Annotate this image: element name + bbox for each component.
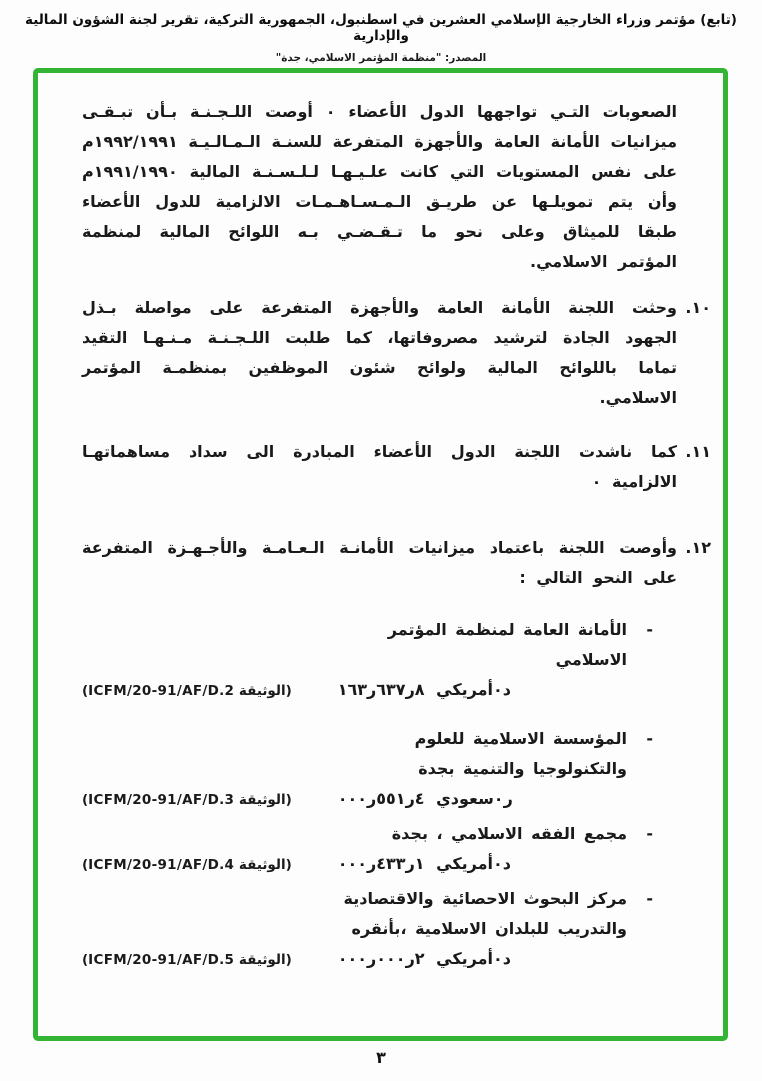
budget-item-amount-group — [338, 784, 513, 814]
budget-item-name-line1: مركز البحوث الاحصائية والاقتصادية — [343, 889, 627, 908]
budget-item-amount: ١ر٤٣٣ر٠٠٠ — [337, 854, 425, 873]
budget-item — [82, 615, 711, 706]
dash-bullet: - — [646, 729, 653, 748]
budget-item-name-line1: المؤسسة الاسلامية للعلوم — [414, 729, 627, 748]
paragraph-item-10 — [82, 293, 711, 413]
item-marker: ١٢. — [685, 538, 711, 557]
budget-item-name-row — [82, 884, 653, 944]
budget-item-docref: (الوثيقة ICFM/20-91/AF/D.4) — [82, 857, 292, 873]
item-marker: ١٠. — [685, 298, 711, 317]
budget-item-docline — [82, 784, 711, 815]
budget-item-currency: ر٠سعودي — [436, 789, 513, 808]
budget-item-currency: د٠أمريكي — [436, 680, 511, 699]
paragraph-text: وأوصت اللجنة باعتماد ميزانيات الأمانـة الـعـامـة والأجـهـزة المتفرعة على النحو التالي : — [82, 538, 677, 587]
paragraph-continuation — [82, 97, 711, 277]
budget-item-docref: (الوثيقة ICFM/20-91/AF/D.5) — [82, 952, 292, 968]
budget-item-name-line2: الاسلامي — [555, 650, 627, 669]
item-marker — [677, 97, 711, 277]
paragraph-item-12 — [82, 533, 711, 593]
budget-item-name-row — [82, 724, 653, 784]
budget-item-name — [82, 615, 627, 675]
paragraph-item-11 — [82, 437, 711, 497]
budget-item — [82, 819, 711, 880]
page-header — [0, 12, 762, 64]
budget-item-docline — [82, 675, 711, 706]
dash-bullet: - — [646, 620, 653, 639]
paragraph-text: وحثت اللجنة الأمانة العامة والأجهزة المتفرعة على مواصلة بـذل الجهود الجادة لترشيد مصروفاتها، كما طلبت اللـجـنـة مـنـهـا التقيد تماما باللوائح المالية ولوائح شئون الموظفين بمنظمـة المؤتمر الاسلامي. — [82, 298, 677, 407]
dash-bullet: - — [646, 889, 653, 908]
document-body — [38, 73, 723, 1036]
document-source-line: المصدر: "منظمة المؤتمر الاسلامي، جدة" — [275, 52, 487, 64]
budget-item-name-line2: والتدريب للبلدان الاسلامية ،بأنقره — [351, 919, 627, 938]
budget-item-docref: (الوثيقة ICFM/20-91/AF/D.2) — [82, 683, 292, 699]
paragraph-text: كما ناشدت اللجنة الدول الأعضاء المبادرة الى سداد مساهماتهـا الالزامية ٠ — [82, 442, 677, 491]
budget-item-currency: د٠أمريكي — [436, 854, 511, 873]
budget-item-amount: ٤ر٥٥١ر٠٠٠ — [337, 789, 425, 808]
item-marker: ١١. — [685, 442, 711, 461]
budget-item — [82, 884, 711, 975]
budget-item-amount-group — [338, 675, 511, 705]
budget-item-name — [82, 724, 627, 784]
budget-item-amount: ٨ر٦٣٧ر١٦٣ — [337, 680, 425, 699]
budget-item-amount-group — [338, 944, 511, 974]
paragraph-text: الصعوبات التـي تواجهها الدول الأعضاء ٠ أوصت اللـجـنـة بـأن تبـقـى ميزانيات الأمانة العامة والأجهزة المتفرعة للسنـة الـمـالـيـة ١٩٩٢/١٩٩١م على نفس المستويات التي كانت علـيـهـا لـلـسـنـة المالية ١٩٩١/١٩٩٠م وأن يتم تمويلـها عن طريـق الـمـسـاهـمـات الالزامية للدول الأعضاء طبقا للميثاق وعلى نحو ما تـقـضـي بـه اللوائح المالية لمنظمة المؤتمر الاسلامي. — [82, 102, 677, 271]
green-annotation-frame — [33, 68, 728, 1041]
budget-item-name-line1: مجمع الفقه الاسلامي ، بجدة — [391, 824, 627, 843]
budget-item-currency: د٠أمريكي — [436, 949, 511, 968]
dash-bullet: - — [646, 824, 653, 843]
budget-item-name-row — [82, 615, 653, 675]
budget-item-amount: ٢ر٠٠٠ر٠٠٠ — [337, 949, 425, 968]
budget-item-docline — [82, 944, 711, 975]
budget-list — [82, 615, 711, 975]
budget-item-name-row — [82, 819, 653, 849]
budget-item — [82, 724, 711, 815]
budget-item-name — [82, 884, 627, 944]
budget-item-docref: (الوثيقة ICFM/20-91/AF/D.3) — [82, 792, 292, 808]
budget-item-name-line2: والتكنولوجيا والتنمية بجدة — [418, 759, 627, 778]
budget-item-amount-group — [338, 849, 511, 879]
budget-item-name — [82, 819, 627, 849]
document-title: (تابع) مؤتمر وزراء الخارجية الإسلامي العشرين في اسطنبول، الجمهورية التركية، تقرير لجنة الشؤون المالية والإدارية — [25, 12, 737, 44]
budget-item-name-line1: الأمانة العامة لمنظمة المؤتمر — [387, 620, 627, 639]
page-number: ٣ — [376, 1048, 386, 1067]
budget-item-docline — [82, 849, 711, 880]
